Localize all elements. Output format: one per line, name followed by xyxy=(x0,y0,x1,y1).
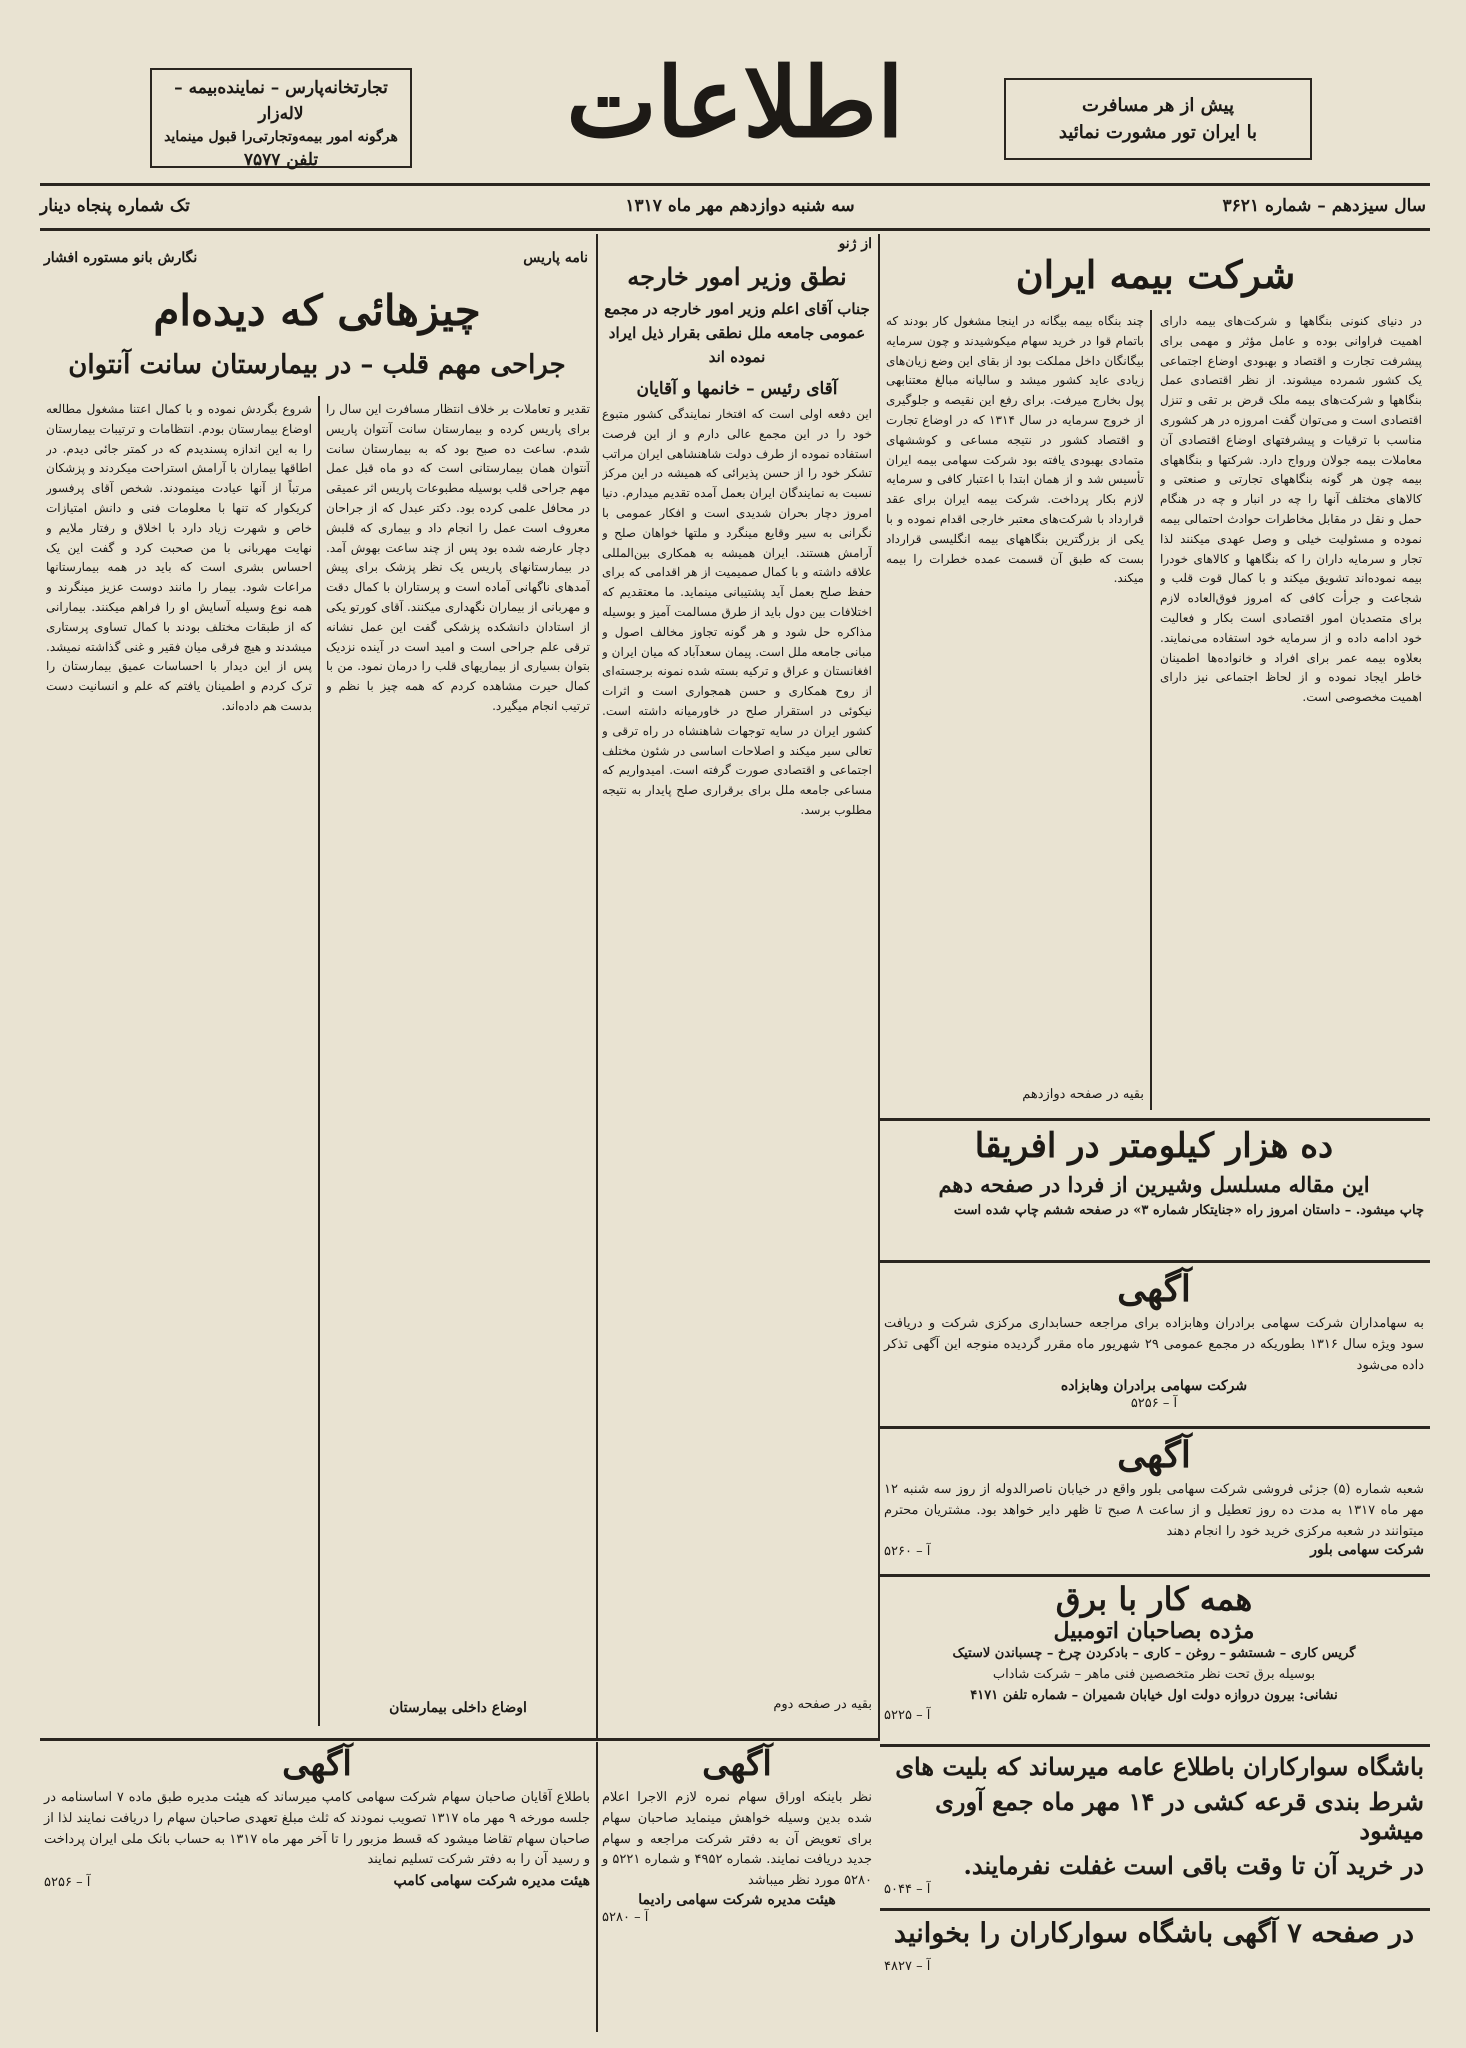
foreign-article xyxy=(602,236,872,1736)
paris-foot: اوضاع داخلی بیمارستان xyxy=(389,1700,527,1716)
club-line1: باشگاه سوارکاران باطلاع عامه میرساند که بلیت های xyxy=(895,1752,1424,1781)
foreign-title: نطق وزیر امور خارجه xyxy=(627,262,847,291)
garage-line2: بوسیله برق تحت نظر متخصصین فنی ماهر – شرکت شاداب xyxy=(992,1666,1316,1682)
foreign-subtitle: جناب آقای اعلم وزیر امور خارجه در مجمع عمومی جامعه ملل نطقی بقرار ذیل ایراد نموده اند xyxy=(604,300,870,366)
col-rule-2 xyxy=(596,234,598,1738)
paris-inner-rule xyxy=(318,396,320,1726)
notice4-body: نظر باینکه اوراق سهام نمره لازم الاجرا اعلام شده بدین وسیله خواهش مینماید صاحبان سهام برای تعویض آن به دفتر شرکت مراجعه و سهام جدید دریافت نمایند. شماره ۴۹۵۲ و شماره ۵۲۲۱ و ۵۲۸۰ مورد نظر میباشد xyxy=(602,1790,872,1889)
bottom-col-rule xyxy=(596,1742,598,2032)
insurance-col1: در دنیای کنونی بنگاهها و شرکت‌های بیمه دارای اهمیت فراوانی بوده و عامل مؤثر و مهمی برای پیشرفت تجارت و اقتصاد و بهبودی اوضاع اجتماعی یک کشور شمرده میشوند. از نظر اقتصادی عمل بنگاهها و شرکت‌های بیمه ملک قرض بر تقی و تنزل اقتصادی است و می‌توان گفت امروزه در هر کشوری مناسب با ترقیات و پیشرفتهای اوضاع اقتصادی آن معاملات بیمه جولان ورواج دارد. شرکتها و بنگاههای بیمه چون هر گونه بنگاههای تجارتی و صنعتی و کالاهای مختلف آنها را چه در انبار و چه در هنگام حمل و نقل در مقابل مخاطرات حوادث احتمالی بیمه نموده و مسئولیت خیلی و وصل عهدی میکنند لذا تجار و سرمایه داران را که بنگاهها و کالاهای خودرا بیمه نموده‌اند تشویق میکند و با کمال قوت قلب و شجاعت و جرأت کافی که امروز فوق‌العاده لازم برای متصدیان امور اقتصادی است بکار و فعالیت خود ادامه داده و از سرمایه خود استفاده می‌نمایند. بعلاوه بیمه عمر برای افراد و خانواده‌ها اطمینان خاطر ایجاد نموده و از لحاظ اجتماعی نیز دارای اهمیت مخصوصی است. xyxy=(1160,314,1422,705)
notice2-bottom-rule xyxy=(880,1574,1430,1577)
masthead-rule-top xyxy=(40,183,1430,186)
paris-title: چیزهائی که دیده‌ام xyxy=(153,286,481,335)
notice1-bottom-rule xyxy=(880,1426,1430,1429)
notice2-ref: آ – ۵۲۶۰ xyxy=(884,1544,931,1560)
notice2-body: شعبه شماره (۵) جزئی فروشی شرکت سهامی بلور واقع در خیابان ناصرالدوله از روز سه شنبه ۱۲ مهر ماه ۱۳۱۷ به مدت ده روز تعطیل و از ساعت ۸ صبح تا ظهر دایر خواهد بود. مشتریان محترم میتوانند در شعبه مرکزی خرید خود را انجام دهند xyxy=(884,1482,1424,1539)
notice1 xyxy=(884,1268,1424,1412)
paris-kicker: نامه پاریس xyxy=(523,250,588,266)
club-line3: در خرید آن تا وقت باقی است غفلت نفرمایند. xyxy=(963,1851,1424,1880)
top-right-ad xyxy=(1004,78,1312,160)
notice2-sign: شرکت سهامی بلور xyxy=(1310,1542,1424,1559)
notice4-title: آگهی xyxy=(702,1744,772,1784)
notice3-ref: آ – ۵۲۵۶ xyxy=(44,1875,91,1891)
africa-line1: این مقاله مسلسل وشیرین از فردا در صفحه دهم xyxy=(938,1172,1370,1197)
notice4 xyxy=(602,1744,872,2024)
dateline-issue: سال سیزدهم – شماره ۳۶۲۱ xyxy=(1222,196,1426,216)
top-right-ad-line2: با ایران تور مشورت نمائید xyxy=(1058,122,1258,143)
insurance-title: شرکت بیمه ایران xyxy=(1015,252,1296,297)
club-line2: شرط بندی قرعه کشی در ۱۴ مهر ماه جمع آوری میشود xyxy=(935,1787,1424,1845)
foreign-body: این دفعه اولی است که افتخار نمایندگی کشور متبوع خود را در این مجمع عالی دارم و از این فرصت استفاده نموده از طرف دولت شاهنشاهی ایران مراتب تشکر خود را از حسن پذیرائی که همیشه در این مرکز نسبت به نمایندگان ایران بعمل آمده تقدیم میدارم. دنیا امروز دچار بحران شدیدی است و افکار عمومی با نگرانی به سیر وقایع مینگرد و ملتها خواهان صلح و آرامش هستند. ایران همیشه به همکاری بین‌المللی علاقه داشته و با کمال صمیمیت از هر اقدامی که برای حفظ صلح بعمل آید پشتیبانی مینماید. ما معتقدیم که اختلافات بین دول باید از طرق مسالمت آمیز و بوسیله مذاکره حل شود و هر گونه تجاوز مخالف اصول و مبانی جامعه ملل است. پیمان سعدآباد که میان ایران و افغانستان و عراق و ترکیه بسته شده نمونه برجسته‌ای از روح همکاری و حسن همجواری است و اثرات نیکوئی در استقرار صلح در خاورمیانه داشته است. کشور ایران در سایه توجهات شاهنشاه در راه ترقی و تعالی سیر میکند و اصلاحات اساسی در شئون مختلف اجتماعی و اقتصادی صورت گرفته است. امیدواریم که مساعی جامعه ملل برای برقراری صلح پایدار به نتیجه مطلوب برسد. xyxy=(602,407,872,817)
masthead-title: اطلاعات xyxy=(566,46,904,159)
garage-subtitle: مژده بصاحبان اتومبیل xyxy=(1053,1618,1255,1644)
notice3 xyxy=(44,1744,590,2024)
foreign-greeting: آقای رئیس – خانمها و آقایان xyxy=(636,379,838,399)
bottom-rule xyxy=(40,1738,880,1741)
paris-byline: نگارش بانو مستوره افشار xyxy=(44,250,198,266)
garage-line3: نشانی: بیرون دروازه دولت اول خیابان شمیران – شماره تلفن ۴۱۷۱ xyxy=(970,1687,1338,1703)
insurance-bottom-rule xyxy=(880,1118,1430,1121)
insurance-col2: چند بنگاه بیمه بیگانه در اینجا مشغول کار بودند که باتمام قوا در خرید سهام میکوشیدند و چون سرمایه بیگانگان داخل مملکت بود از بقای این وضع زیان‌های زیادی عاید کشور میشد و سالیانه مبالغ معتنابهی پول بخارج میرفت. برای رفع این نقیصه و جلوگیری از خروج سرمایه در سال ۱۳۱۴ که در اوضاع تجارت و اقتصاد کشور در نتیجه مساعی و کوششهای متمادی بهبودی یافته بود شرکت سهامی بیمه ایران تأسیس شد و از همان ابتدا با اعتبار کافی و سرمایه لازم بکار پرداخت. شرکت بیمه ایران برای عقد قرارداد با شرکت‌های معتبر خارجی اقدام نموده و با یکی از بزرگترین بنگاههای بیمه انگلیسی قرارداد بست که طبق آن قسمت عمده خطرات را بیمه میکند. xyxy=(886,314,1144,586)
notice1-body: به سهامداران شرکت سهامی برادران وهابزاده برای مراجعه حسابداری مرکزی شرکت و دریافت سود ویژه سال ۱۳۱۶ بطوریکه در مجمع عمومی ۲۹ شهریور ماه مقرر گردیده منوجه این آگهی تذکر داده می‌شود xyxy=(884,1316,1424,1373)
paris-col-b: شروع بگردش نموده و با کمال اعتنا مشغول مطالعه اوضاع بیمارستان بودم. انتظامات و ترتیبات بیمارستان را به این اندازه پسندیدم که در کمتر جائی دیدم. در اطاقها بیماران با آرامش استراحت میکردند و پزشکان مرتباً از آنها عیادت مینمودند. شخص آقای پرفسور کریکوار که تنها با معلومات فنی و دانش امتیازات خاص و شهرت زیاد دارد با اخلاق و رفتار ملایم و نهایت مهربانی با من صحبت کرد و گفت این یک احساس بشری است که باید در همه بیمارستانها مراعات شود. بیمار را مانند دوست عزیز مینگرند و همه نوع وسیله آسایش او را فراهم میکنند. بیمارانی که از طبقات مختلف بودند با کمال تساوی پرستاری میشدند و هیچ فرقی میان فقیر و غنی گذاشته نمیشد. پس از این دیدار با احساسات عمیق بیمارستان را ترک کردم و اطمینان یافتم که علم و انسانیت دست بدست هم داده‌اند. xyxy=(46,402,312,713)
foreign-kicker: از ژنو xyxy=(838,236,872,252)
notice3-title: آگهی xyxy=(282,1744,352,1784)
garage-ref: آ – ۵۲۲۵ xyxy=(884,1708,931,1724)
notice3-body: باطلاع آقایان صاحبان سهام شرکت سهامی کامپ میرساند که هیئت مدیره طبق ماده ۷ اساسنامه در جلسه مورخه ۹ مهر ماه ۱۳۱۷ تصویب نمودند که ثلث مبلغ تعهدی صاحبان سهام را دریافت نمایند لذا از صاحبان سهام تقاضا میشود که قسط مزبور را تا آخر مهر ماه ۱۳۱۷ به حساب بانک ملی ایران پرداخت و رسید آن را به دفتر شرکت تسلیم نمایند xyxy=(44,1790,591,1868)
club2-ref: آ – ۴۸۲۷ xyxy=(884,1959,931,1974)
club-ad-2 xyxy=(884,1918,1424,2008)
garage-line1: گریس کاری – شستشو – روغن – کاری – بادکردن چرخ – چسباندن لاستیک xyxy=(952,1646,1356,1661)
top-right-ad-line1: پیش از هر مسافرت xyxy=(1082,95,1234,116)
africa-bottom-rule xyxy=(880,1260,1430,1263)
paris-col-a: تقدیر و تعاملات بر خلاف انتظار مسافرت این سال را برای پاریس کرده و بیمارستان سانت آنتوان پاریس شدم. ساعت ده صبح بود که به بیمارستان سانت آنتوان همان بیمارستانی است که دو ماه قبل عمل مهم جراحی قلب بوسیله مطبوعات پاریس اثر عمیقی در محافل علمی کرده بود. دکتر عبدل که از جراحان معروف است عمل را انجام داد و بیماری که قلبش دچار عارضه شده بود پس از چند ساعت بهوش آمد. در بیمارستانهای پاریس یک نظر پزشک برای پیش آمدهای ناگهانی آماده است و پرستاران با کمال دقت و مهربانی از بیماران نگهداری میکنند. آقای کورتو یکی از استادان دانشکده پزشکی گفت این عمل نشانه ترقی علم جراحی است و امید است در آینده نزدیک بتوان بسیاری از بیماریهای قلب را درمان نمود. من با کمال حیرت مشاهده کردم که همه چیز با نظم و ترتیب انجام میگیرد. xyxy=(326,402,590,713)
club-bottom-rule xyxy=(880,1908,1430,1911)
notice1-title: آگهی xyxy=(1117,1268,1191,1310)
africa-block xyxy=(884,1126,1424,1256)
africa-line2: چاپ میشود. – داستان امروز راه «جنایتکار شماره ۳» در صفحه ششم چاپ شده است xyxy=(953,1203,1424,1218)
dateline-date: سه شنبه دوازدهم مهر ماه ۱۳۱۷ xyxy=(625,196,855,216)
notice1-sign: شرکت سهامی برادران وهابزاده xyxy=(1060,1378,1248,1395)
paris-subtitle: جراحی مهم قلب – در بیمارستان سانت آنتوان xyxy=(68,350,566,380)
notice4-sign: هیئت مدیره شرکت سهامی رادیما xyxy=(638,1891,836,1908)
top-left-ad-line3: تلفن ۷۵۷۷ xyxy=(243,150,319,170)
notice2 xyxy=(884,1434,1424,1574)
insurance-inner-rule xyxy=(1150,310,1152,1110)
foreign-more: بقیه در صفحه دوم xyxy=(773,1697,872,1712)
club2-line: در صفحه ۷ آگهی باشگاه سوارکاران را بخوانید xyxy=(893,1918,1415,1949)
col-rule-1 xyxy=(878,234,880,1738)
club-ref: آ – ۵۰۴۴ xyxy=(884,1882,931,1897)
top-left-ad xyxy=(150,68,412,168)
garage-bottom-rule xyxy=(880,1744,1430,1747)
garage-title: همه کار با برق xyxy=(1055,1580,1253,1618)
garage-ad xyxy=(884,1580,1424,1740)
notice4-ref: آ – ۵۲۸۰ xyxy=(602,1909,649,1925)
top-left-ad-line2: هر‌گونه امور بیمه‌وتجارتی‌را قبول مینماید xyxy=(164,129,398,145)
top-left-ad-line1: تجارتخانه‌پارس – نماینده‌بیمه – لاله‌زار xyxy=(174,78,388,124)
notice3-sign: هیئت مدیره شرکت سهامی کامپ xyxy=(393,1873,590,1890)
insurance-more: بقیه در صفحه دوازدهم xyxy=(1022,1087,1144,1102)
dateline-price: تک شماره پنجاه دینار xyxy=(40,196,190,216)
notice2-title: آگهی xyxy=(1117,1434,1191,1476)
masthead-rule-bottom xyxy=(40,228,1430,231)
notice1-ref: آ – ۵۲۵۶ xyxy=(1130,1396,1178,1412)
club-ad xyxy=(884,1752,1424,1902)
africa-title: ده هزار کیلومتر در افریقا xyxy=(974,1126,1334,1166)
